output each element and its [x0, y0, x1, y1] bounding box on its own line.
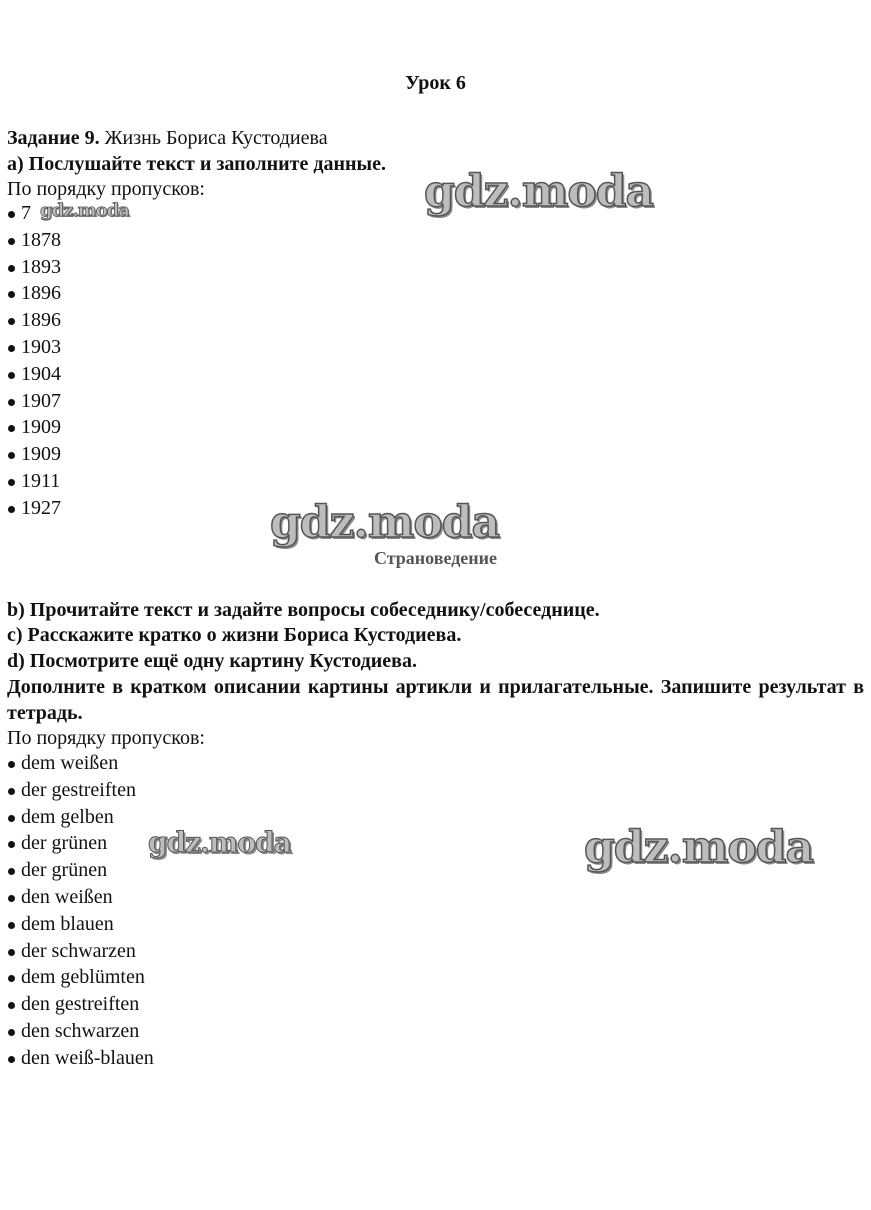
answer-item: 1896: [7, 307, 61, 334]
answer-item: 1893: [7, 254, 61, 281]
part-d-answer-list: [7, 750, 154, 1072]
answer-item: dem gelben: [7, 804, 154, 831]
answer-item: 1927: [7, 495, 61, 522]
task-title: Жизнь Бориса Кустодиева: [104, 127, 328, 149]
part-d-task-text: Дополните в кратком описании картины артикли и прилагательные. Запишите результат в тетрадь.: [7, 676, 864, 724]
answer-item: 1896: [7, 280, 61, 307]
part-d-order-label: По порядку пропусков:: [7, 727, 205, 749]
lesson-title: Урок 6: [405, 72, 466, 94]
answer-item: den weiß-blauen: [7, 1045, 154, 1072]
answer-item: 1911: [7, 468, 61, 495]
answer-item: dem weißen: [7, 750, 154, 777]
part-d-instruction: d) Посмотрите ещё одну картину Кустодиева.: [7, 650, 417, 672]
answer-item: der grünen: [7, 830, 154, 857]
answer-item: 1907: [7, 388, 61, 415]
answer-item: den gestreiften: [7, 991, 154, 1018]
watermark-logo: gdz.moda: [148, 826, 291, 859]
part-a-order-label: По порядку пропусков:: [7, 178, 205, 200]
section-note: Страноведение: [373, 548, 498, 568]
answer-item: der grünen: [7, 857, 154, 884]
answer-item: der gestreiften: [7, 777, 154, 804]
answer-item: dem blauen: [7, 911, 154, 938]
watermark-logo: gdz.moda: [40, 200, 129, 221]
task-heading: [7, 125, 328, 151]
answer-item: der schwarzen: [7, 938, 154, 965]
part-a-instruction: а) Послушайте текст и заполните данные.: [7, 153, 387, 175]
watermark-logo: gdz.moda: [270, 497, 500, 548]
answer-item: den schwarzen: [7, 1018, 154, 1045]
answer-item: 1909: [7, 414, 61, 441]
part-c-instruction: c) Расскажите кратко о жизни Бориса Кустодиева.: [7, 624, 462, 646]
answer-item: 1903: [7, 334, 61, 361]
answer-item: 1909: [7, 441, 61, 468]
answer-item: 1904: [7, 361, 61, 388]
answer-item: 1878: [7, 227, 61, 254]
answer-item: 7: [7, 200, 61, 227]
part-b-instruction: b) Прочитайте текст и задайте вопросы собеседнику/собеседнице.: [7, 599, 600, 621]
answer-item: dem geblümten: [7, 964, 154, 991]
watermark-logo: gdz.moda: [584, 822, 814, 873]
task-number: Задание 9.: [7, 127, 100, 149]
answer-item: den weißen: [7, 884, 154, 911]
part-a-answer-list: [7, 200, 61, 522]
watermark-logo: gdz.moda: [424, 166, 654, 217]
